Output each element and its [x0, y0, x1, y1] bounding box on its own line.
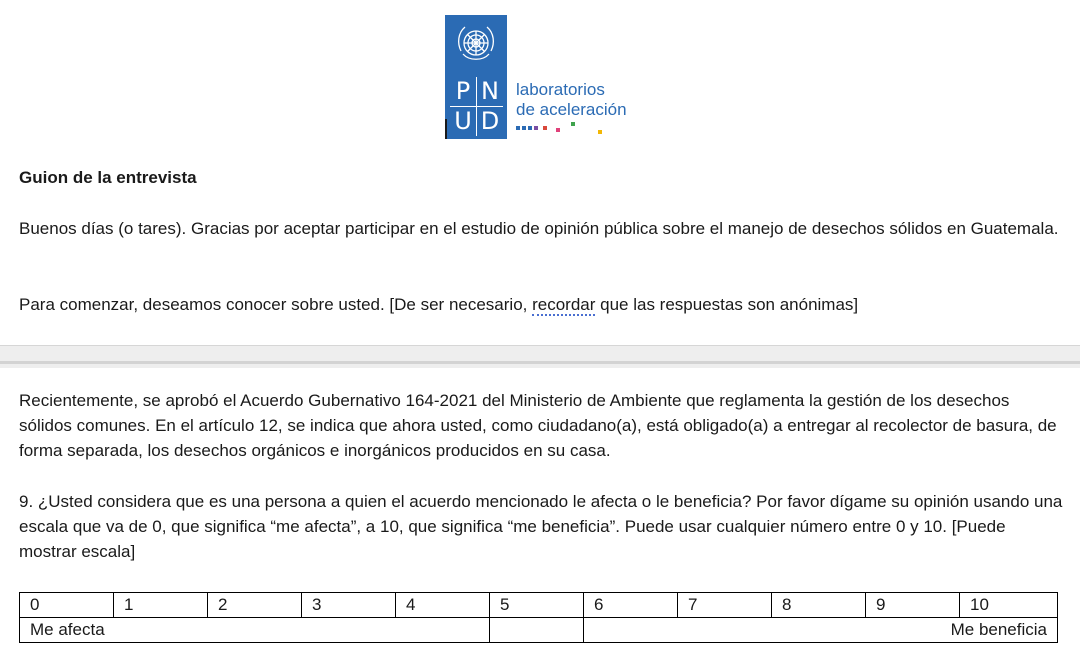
lab-name	[516, 80, 627, 120]
page-separator	[0, 361, 1080, 364]
pnud-letters	[450, 77, 502, 135]
greeting-paragraph: Buenos días (o tares). Gracias por aceptar participar en el estudio de opinión pública sobre el manejo de desechos sólidos en Guatemala.	[19, 219, 1059, 238]
scale-cell: 10	[960, 593, 1058, 618]
intro-text-end: que las respuestas son anónimas]	[595, 295, 859, 314]
page-break-gap	[0, 346, 1080, 368]
lab-name-line-1: laboratorios	[516, 80, 605, 99]
page-edge-line	[0, 345, 1080, 346]
intro-text-start: Para comenzar, deseamos conocer sobre usted. [De ser necesario,	[19, 295, 533, 314]
scale-cell: 0	[20, 593, 114, 618]
scale-labels-row	[20, 618, 1058, 643]
dot-4	[543, 126, 547, 130]
scale-label-left: Me afecta	[20, 618, 490, 643]
lab-name-line-2: de aceleración	[516, 100, 627, 119]
intro-paragraph	[19, 292, 1064, 317]
text-cursor	[445, 119, 447, 139]
dot-6	[571, 122, 575, 126]
question-9: 9. ¿Usted considera que es una persona a quien el acuerdo mencionado le afecta o le beneficia? Por favor dígame su opinión usando una escala que va de 0, que significa “me afecta”, a 10, que significa “me beneficia”. Puede usar cualquier número entre 0 y 10. [Puede mostrar escala]	[19, 492, 1063, 561]
dot-1	[522, 126, 526, 130]
dot-5	[556, 128, 560, 132]
page-title: Guion de la entrevista	[19, 168, 197, 187]
acuerdo-paragraph: Recientemente, se aprobó el Acuerdo Gubernativo 164-2021 del Ministerio de Ambiente que reglamenta la gestión de los desechos sólidos comunes. En el artículo 12, se indica que ahora usted, como ciudadano(a), está obligado(a) a entregar al recolector de basura, de forma separada, los desechos orgánicos e inorgánicos producidos en su casa.	[19, 391, 1057, 460]
logo-letter-p: P	[455, 77, 471, 105]
scale-cell: 1	[114, 593, 208, 618]
logo-letter-n: N	[476, 77, 503, 106]
un-emblem-icon	[453, 21, 499, 67]
dot-7	[598, 130, 602, 134]
scale-cell: 5	[490, 593, 584, 618]
scale-label-right: Me beneficia	[584, 618, 1058, 643]
scale-label-middle	[490, 618, 584, 643]
opinion-scale-table	[19, 592, 1058, 643]
scale-numbers-row	[20, 593, 1058, 618]
color-dots-decoration	[516, 122, 616, 134]
spellcheck-flagged-word[interactable]: recordar	[532, 295, 596, 314]
dot-2	[528, 126, 532, 130]
scale-cell: 9	[866, 593, 960, 618]
dot-3	[534, 126, 538, 130]
scale-cell: 4	[396, 593, 490, 618]
scale-cell: 8	[772, 593, 866, 618]
logo-letter-u: U	[450, 106, 476, 136]
dot-0	[516, 126, 520, 130]
scale-cell: 6	[584, 593, 678, 618]
undp-logo-box	[445, 15, 507, 139]
logo-letter-d: D	[476, 106, 503, 136]
scale-cell: 3	[302, 593, 396, 618]
scale-cell: 7	[678, 593, 772, 618]
pnud-logo	[445, 15, 665, 140]
scale-cell: 2	[208, 593, 302, 618]
